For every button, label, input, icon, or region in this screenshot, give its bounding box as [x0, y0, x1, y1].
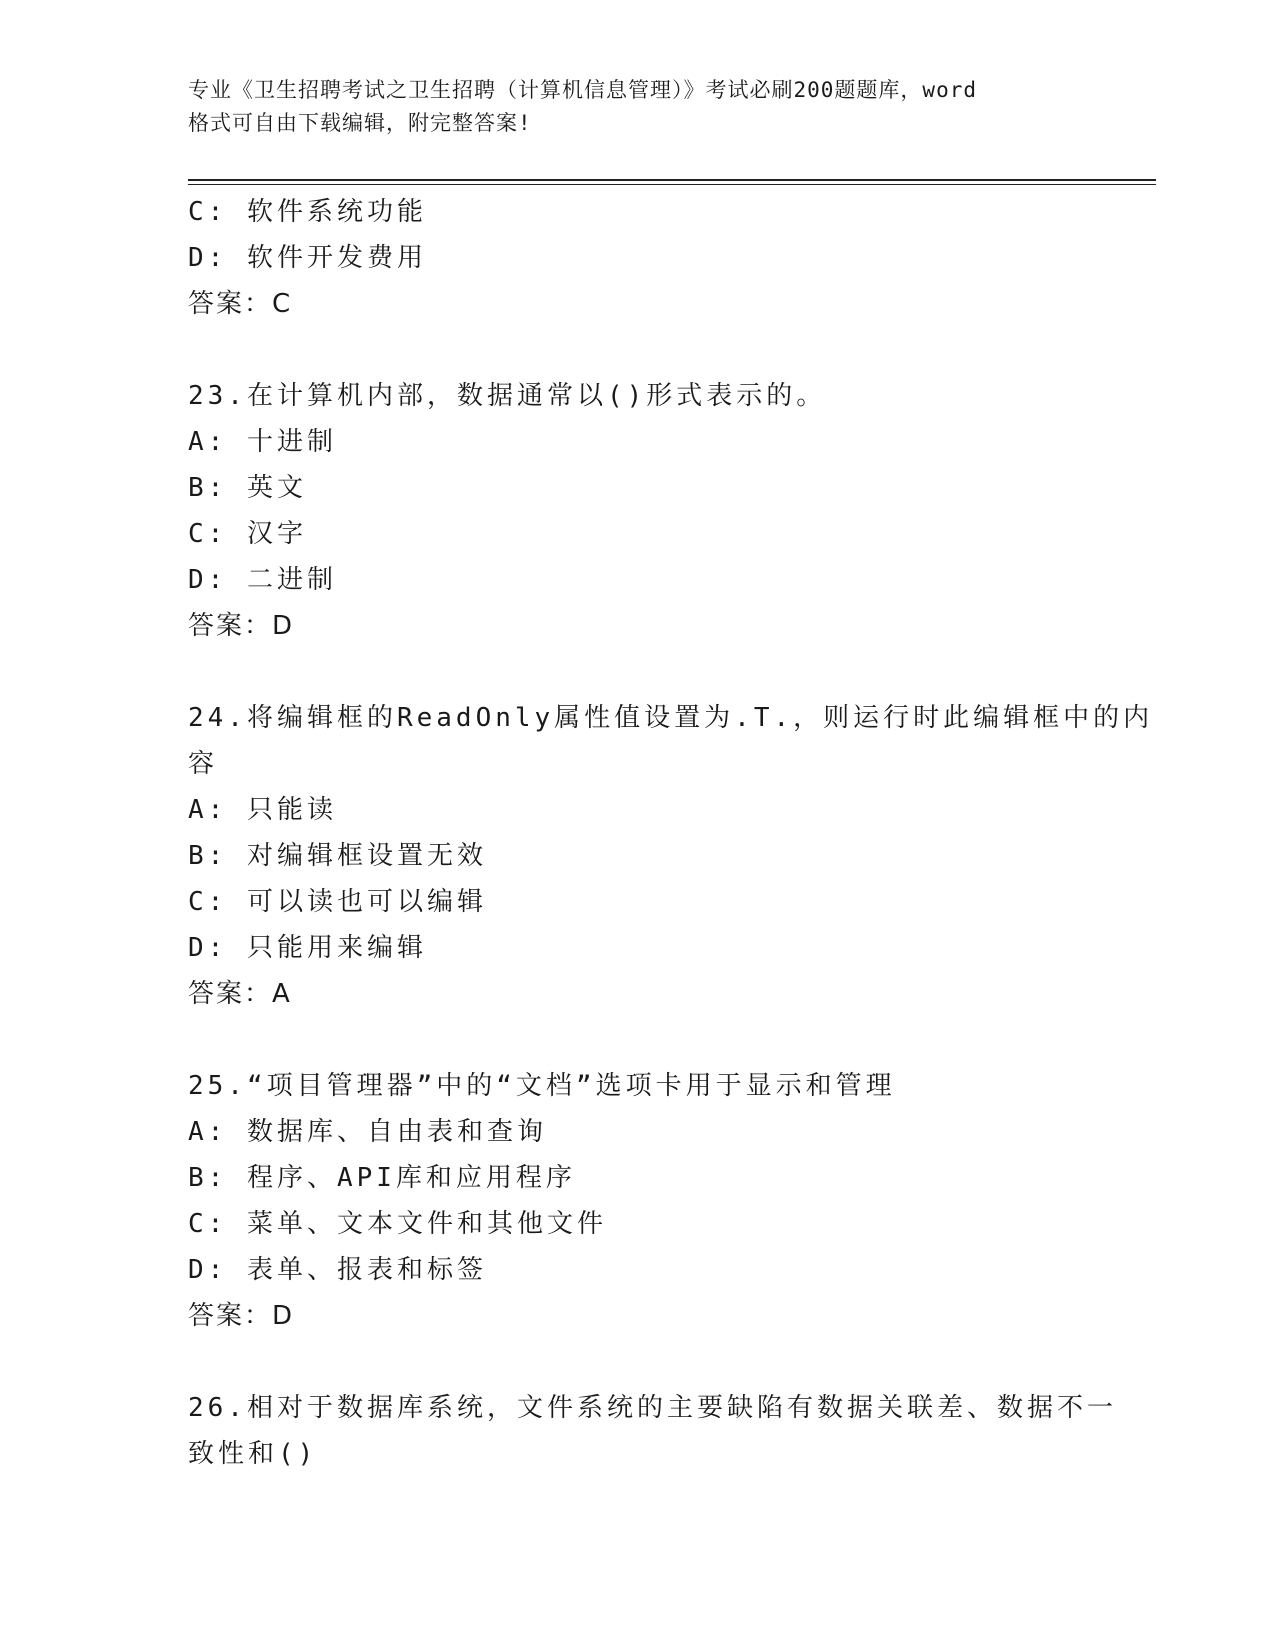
document-header [188, 74, 1108, 140]
option-c: C: 汉字 [188, 519, 307, 549]
question-stem: 23.在计算机内部，数据通常以()形式表示的。 [188, 381, 827, 411]
question-stem: 25.“项目管理器”中的“文档”选项卡用于显示和管理 [188, 1071, 896, 1101]
question-stem-line-1: 24.将编辑框的ReadOnly属性值设置为.T.，则运行时此编辑框中的内 [188, 703, 1154, 733]
question-26 [188, 1385, 1117, 1477]
option-c: C: 菜单、文本文件和其他文件 [188, 1209, 607, 1239]
question-spacer [188, 327, 1088, 373]
answer-text: 答案：C [188, 289, 293, 319]
option-c: C: 软件系统功能 [188, 197, 427, 227]
option-a: A: 数据库、自由表和查询 [188, 1117, 547, 1147]
option-d: D: 软件开发费用 [188, 243, 427, 273]
question-spacer [188, 1339, 1088, 1385]
question-spacer [188, 649, 1088, 695]
header-divider-thick [188, 179, 1156, 181]
question-stem-line-2: 容 [188, 749, 219, 779]
answer-text: 答案：A [188, 979, 292, 1009]
question-24 [188, 695, 1154, 1017]
option-a: A: 只能读 [188, 795, 337, 825]
question-spacer [188, 1017, 1088, 1063]
answer-text: 答案：D [188, 1301, 295, 1331]
header-divider-thin [188, 184, 1156, 185]
question-23 [188, 373, 1088, 649]
option-b: B: 对编辑框设置无效 [188, 841, 487, 871]
option-b: B: 英文 [188, 473, 307, 503]
question-stem-line-2: 致性和() [188, 1439, 318, 1469]
header-title-line-1: 专业《卫生招聘考试之卫生招聘（计算机信息管理）》考试必刷200题题库，word [188, 78, 977, 102]
question-22-continued [188, 189, 1088, 327]
question-25 [188, 1063, 1088, 1339]
option-d: D: 只能用来编辑 [188, 933, 427, 963]
option-b: B: 程序、API库和应用程序 [188, 1163, 576, 1193]
option-c: C: 可以读也可以编辑 [188, 887, 487, 917]
header-title-line-2: 格式可自由下载编辑，附完整答案! [188, 111, 532, 135]
question-list [188, 189, 1154, 1477]
option-d: D: 表单、报表和标签 [188, 1255, 487, 1285]
option-d: D: 二进制 [188, 565, 337, 595]
question-stem-line-1: 26.相对于数据库系统，文件系统的主要缺陷有数据关联差、数据不一 [188, 1393, 1117, 1423]
option-a: A: 十进制 [188, 427, 337, 457]
answer-text: 答案：D [188, 611, 295, 641]
